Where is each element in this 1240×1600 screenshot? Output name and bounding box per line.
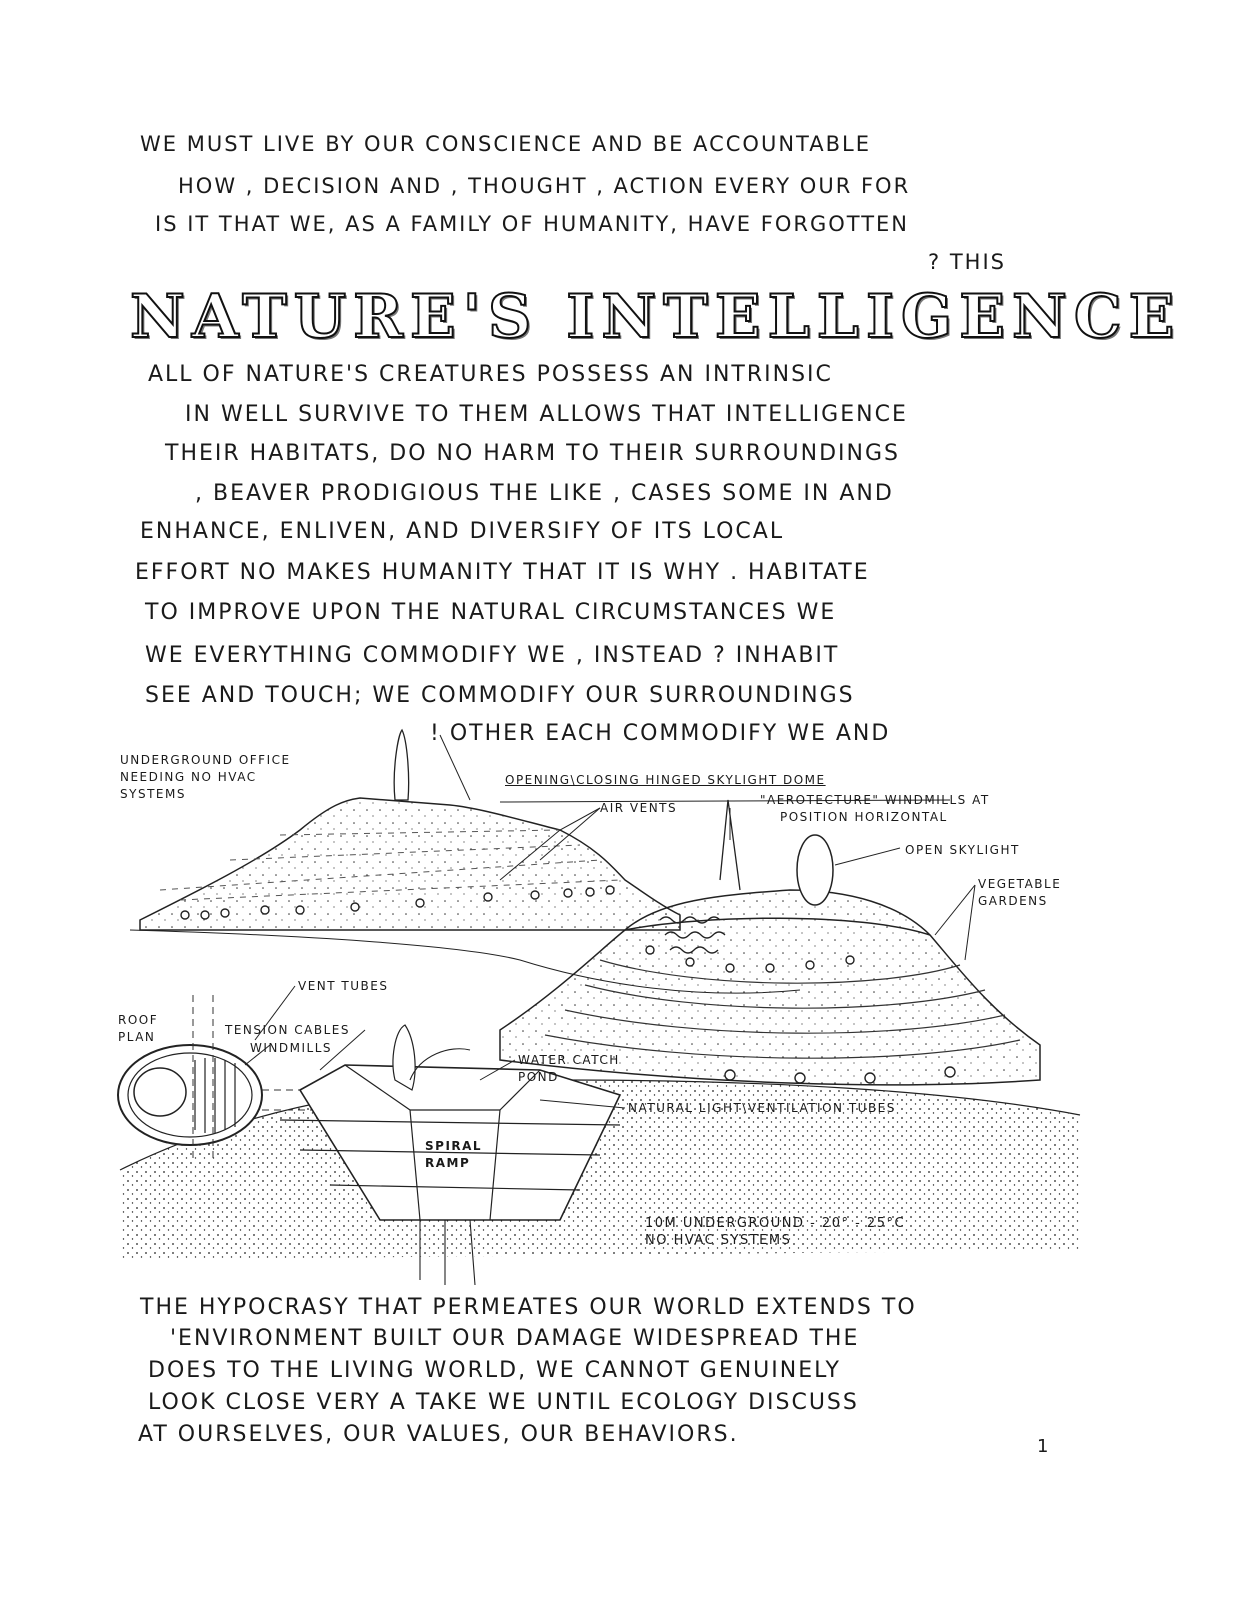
body-line-4: , BEAVER PRODIGIOUS THE LIKE , CASES SOME IN AND (195, 481, 894, 506)
body-line-9: SEE AND TOUCH; WE COMMODIFY OUR SURROUNDINGS (145, 683, 855, 708)
label-skylight-dome: OPENING\CLOSING HINGED SKYLIGHT DOME (505, 773, 826, 787)
body-line-2: IN WELL SURVIVE TO THEM ALLOWS THAT INTELLIGENCE (185, 402, 908, 427)
body-line-10: ! OTHER EACH COMMODIFY WE AND (430, 721, 891, 746)
body-line-6: EFFORT NO MAKES HUMANITY THAT IT IS WHY . HABITATE (135, 560, 870, 585)
closing-line-1: THE HYPOCRASY THAT PERMEATES OUR WORLD EXTENDS TO (140, 1295, 917, 1320)
intro-line-3: IS IT THAT WE, AS A FAMILY OF HUMANITY, HAVE FORGOTTEN (155, 212, 910, 236)
label-air-vents: AIR VENTS (600, 801, 678, 815)
label-spiral-ramp: SPIRAL RAMP (425, 1139, 483, 1170)
label-underground-office: UNDERGROUND OFFICE NEEDING NO HVAC SYSTEMS (120, 753, 291, 801)
label-tension-cables: TENSION CABLES (225, 1023, 350, 1037)
closing-line-3: DOES TO THE LIVING WORLD, WE CANNOT GENUINELY (148, 1358, 841, 1383)
label-vegetable-gardens: VEGETABLE GARDENS (978, 877, 1062, 908)
closing-line-4: LOOK CLOSE VERY A TAKE WE UNTIL ECOLOGY DISCUSS (148, 1390, 859, 1415)
label-water-catch-pond: WATER CATCH POND (518, 1053, 620, 1084)
label-roof-plan: ROOF PLAN (118, 1013, 159, 1044)
label-windmills-aerotecture: "AEROTECTURE" WINDMILLS AT POSITION HORIZONTAL (760, 793, 990, 824)
intro-line-1: WE MUST LIVE BY OUR CONSCIENCE AND BE ACCOUNTABLE (140, 132, 871, 156)
page-title: NATURE'S INTELLIGENCE (130, 282, 1182, 352)
label-open-skylight: OPEN SKYLIGHT (905, 843, 1020, 857)
body-line-7: TO IMPROVE UPON THE NATURAL CIRCUMSTANCES WE (145, 600, 837, 625)
intro-line-2: HOW , DECISION AND , THOUGHT , ACTION EVERY OUR FOR (178, 174, 911, 198)
body-line-8: WE EVERYTHING COMMODIFY WE , INSTEAD ? INHABIT (145, 643, 840, 668)
label-vent-tubes: VENT TUBES (298, 979, 389, 993)
body-line-1: ALL OF NATURE'S CREATURES POSSESS AN INTRINSIC (148, 362, 833, 387)
label-underground-temp: 10M UNDERGROUND - 20° - 25°C NO HVAC SYSTEMS (645, 1216, 906, 1248)
closing-line-2: 'ENVIRONMENT BUILT OUR DAMAGE WIDESPREAD THE (170, 1326, 860, 1351)
page-number: 1 (1037, 1436, 1049, 1457)
body-line-3: THEIR HABITATS, DO NO HARM TO THEIR SURROUNDINGS (165, 441, 900, 466)
body-line-5: ENHANCE, ENLIVEN, AND DIVERSIFY OF ITS LOCAL (140, 519, 785, 544)
label-natural-light: NATURAL LIGHT\VENTILATION TUBES (628, 1101, 896, 1115)
intro-line-4: ? THIS (928, 250, 1006, 274)
label-windmills: WINDMILLS (250, 1041, 333, 1055)
closing-line-5: AT OURSELVES, OUR VALUES, OUR BEHAVIORS. (138, 1422, 739, 1447)
